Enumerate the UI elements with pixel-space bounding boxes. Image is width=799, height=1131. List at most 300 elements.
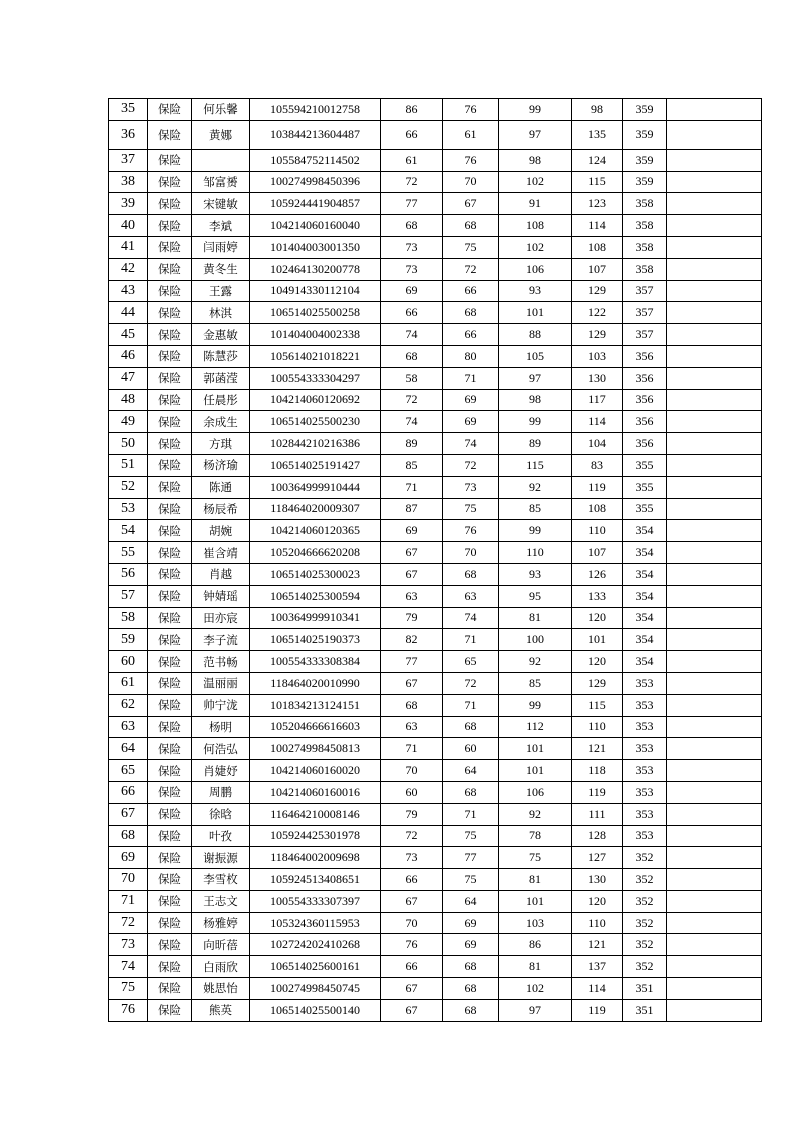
total-score-cell: 354 [623,629,667,651]
score-1-cell: 68 [381,345,443,367]
score-1-cell: 61 [381,149,443,171]
remark-cell [667,563,762,585]
total-score-cell: 356 [623,411,667,433]
score-4-cell: 107 [572,542,623,564]
exam-id-cell: 104214060120692 [250,389,381,411]
score-4-cell: 119 [572,781,623,803]
score-1-cell: 79 [381,803,443,825]
score-2-cell: 69 [443,934,499,956]
score-4-cell: 111 [572,803,623,825]
score-1-cell: 73 [381,236,443,258]
table-row [109,694,762,716]
score-3-cell: 92 [499,476,572,498]
score-4-cell: 128 [572,825,623,847]
score-3-cell: 92 [499,651,572,673]
score-3-cell: 100 [499,629,572,651]
major-cell: 保险 [148,563,192,585]
score-3-cell: 97 [499,999,572,1021]
score-4-cell: 127 [572,847,623,869]
exam-id-cell: 100274998450745 [250,978,381,1000]
score-3-cell: 115 [499,454,572,476]
remark-cell [667,738,762,760]
major-cell: 保险 [148,847,192,869]
score-3-cell: 93 [499,280,572,302]
major-cell: 保险 [148,542,192,564]
row-number-cell: 69 [109,847,148,869]
row-number-cell: 35 [109,99,148,121]
score-1-cell: 70 [381,912,443,934]
exam-id-cell: 104214060160020 [250,760,381,782]
total-score-cell: 352 [623,912,667,934]
score-4-cell: 119 [572,999,623,1021]
total-score-cell: 357 [623,280,667,302]
name-cell: 杨济瑜 [192,454,250,476]
row-number-cell: 65 [109,760,148,782]
row-number-cell: 70 [109,869,148,891]
table-row [109,651,762,673]
exam-id-cell: 102724202410268 [250,934,381,956]
total-score-cell: 353 [623,716,667,738]
table-row [109,411,762,433]
score-4-cell: 135 [572,120,623,149]
table-row [109,890,762,912]
score-1-cell: 73 [381,847,443,869]
score-1-cell: 66 [381,956,443,978]
total-score-cell: 353 [623,760,667,782]
remark-cell [667,215,762,237]
row-number-cell: 53 [109,498,148,520]
score-2-cell: 67 [443,193,499,215]
major-cell: 保险 [148,345,192,367]
score-4-cell: 101 [572,629,623,651]
remark-cell [667,258,762,280]
score-2-cell: 71 [443,367,499,389]
table-row [109,302,762,324]
row-number-cell: 51 [109,454,148,476]
name-cell: 陈慧莎 [192,345,250,367]
exam-id-cell: 105584752114502 [250,149,381,171]
total-score-cell: 359 [623,120,667,149]
exam-id-cell: 100554333307397 [250,890,381,912]
remark-cell [667,694,762,716]
score-3-cell: 98 [499,389,572,411]
score-4-cell: 83 [572,454,623,476]
score-3-cell: 105 [499,345,572,367]
score-2-cell: 65 [443,651,499,673]
exam-id-cell: 101404004002338 [250,324,381,346]
score-3-cell: 110 [499,542,572,564]
score-2-cell: 68 [443,978,499,1000]
exam-id-cell: 105594210012758 [250,99,381,121]
total-score-cell: 351 [623,999,667,1021]
remark-cell [667,847,762,869]
score-4-cell: 130 [572,367,623,389]
total-score-cell: 354 [623,563,667,585]
name-cell: 郭菡滢 [192,367,250,389]
score-1-cell: 85 [381,454,443,476]
major-cell: 保险 [148,236,192,258]
row-number-cell: 40 [109,215,148,237]
remark-cell [667,324,762,346]
score-2-cell: 77 [443,847,499,869]
score-2-cell: 60 [443,738,499,760]
score-3-cell: 95 [499,585,572,607]
row-number-cell: 72 [109,912,148,934]
score-4-cell: 129 [572,672,623,694]
name-cell: 徐晗 [192,803,250,825]
table-row [109,912,762,934]
total-score-cell: 357 [623,324,667,346]
total-score-cell: 352 [623,869,667,891]
exam-id-cell: 100274998450396 [250,171,381,193]
table-row [109,171,762,193]
score-1-cell: 72 [381,825,443,847]
major-cell: 保险 [148,781,192,803]
score-3-cell: 106 [499,258,572,280]
score-1-cell: 63 [381,585,443,607]
row-number-cell: 44 [109,302,148,324]
table-row [109,236,762,258]
exam-id-cell: 101404003001350 [250,236,381,258]
name-cell: 肖越 [192,563,250,585]
row-number-cell: 48 [109,389,148,411]
score-4-cell: 129 [572,324,623,346]
score-4-cell: 126 [572,563,623,585]
remark-cell [667,171,762,193]
row-number-cell: 46 [109,345,148,367]
score-4-cell: 121 [572,738,623,760]
major-cell: 保险 [148,498,192,520]
name-cell: 杨雅婷 [192,912,250,934]
remark-cell [667,236,762,258]
total-score-cell: 354 [623,542,667,564]
row-number-cell: 37 [109,149,148,171]
name-cell: 温丽丽 [192,672,250,694]
table-row [109,476,762,498]
score-4-cell: 115 [572,694,623,716]
total-score-cell: 353 [623,672,667,694]
score-2-cell: 72 [443,672,499,694]
remark-cell [667,149,762,171]
row-number-cell: 64 [109,738,148,760]
name-cell: 何乐馨 [192,99,250,121]
row-number-cell: 67 [109,803,148,825]
score-1-cell: 67 [381,999,443,1021]
row-number-cell: 59 [109,629,148,651]
table-row [109,563,762,585]
total-score-cell: 358 [623,258,667,280]
name-cell: 黄娜 [192,120,250,149]
row-number-cell: 73 [109,934,148,956]
name-cell: 王志文 [192,890,250,912]
remark-cell [667,781,762,803]
score-1-cell: 70 [381,760,443,782]
score-2-cell: 69 [443,912,499,934]
score-1-cell: 67 [381,542,443,564]
name-cell: 熊英 [192,999,250,1021]
score-1-cell: 87 [381,498,443,520]
total-score-cell: 353 [623,825,667,847]
exam-id-cell: 118464020010990 [250,672,381,694]
score-2-cell: 76 [443,520,499,542]
score-2-cell: 71 [443,694,499,716]
name-cell: 黄冬生 [192,258,250,280]
score-1-cell: 76 [381,934,443,956]
exam-id-cell: 106514025600161 [250,956,381,978]
score-3-cell: 91 [499,193,572,215]
score-1-cell: 66 [381,302,443,324]
score-3-cell: 85 [499,498,572,520]
score-1-cell: 68 [381,694,443,716]
score-2-cell: 66 [443,324,499,346]
exam-id-cell: 106514025300594 [250,585,381,607]
total-score-cell: 358 [623,236,667,258]
score-4-cell: 114 [572,978,623,1000]
score-3-cell: 86 [499,934,572,956]
score-4-cell: 122 [572,302,623,324]
exam-id-cell: 104914330112104 [250,280,381,302]
score-1-cell: 69 [381,520,443,542]
exam-id-cell: 100364999910444 [250,476,381,498]
name-cell: 杨明 [192,716,250,738]
score-2-cell: 76 [443,99,499,121]
remark-cell [667,302,762,324]
remark-cell [667,280,762,302]
score-1-cell: 67 [381,978,443,1000]
row-number-cell: 74 [109,956,148,978]
name-cell: 周鹏 [192,781,250,803]
major-cell: 保险 [148,825,192,847]
score-1-cell: 82 [381,629,443,651]
remark-cell [667,120,762,149]
score-2-cell: 76 [443,149,499,171]
exam-id-cell: 101834213124151 [250,694,381,716]
remark-cell [667,912,762,934]
remark-cell [667,978,762,1000]
row-number-cell: 43 [109,280,148,302]
score-4-cell: 129 [572,280,623,302]
exam-id-cell: 105924425301978 [250,825,381,847]
name-cell: 邹富赟 [192,171,250,193]
table-row [109,672,762,694]
score-2-cell: 64 [443,760,499,782]
major-cell: 保险 [148,302,192,324]
table-row [109,389,762,411]
table-body [109,99,762,1022]
score-3-cell: 101 [499,302,572,324]
exam-id-cell: 100364999910341 [250,607,381,629]
exam-id-cell: 106514025500140 [250,999,381,1021]
name-cell: 闫雨婷 [192,236,250,258]
table-row [109,542,762,564]
remark-cell [667,520,762,542]
score-2-cell: 75 [443,869,499,891]
major-cell: 保险 [148,215,192,237]
row-number-cell: 41 [109,236,148,258]
table-row [109,847,762,869]
score-1-cell: 77 [381,193,443,215]
table-row [109,738,762,760]
score-4-cell: 117 [572,389,623,411]
score-3-cell: 85 [499,672,572,694]
score-3-cell: 102 [499,236,572,258]
total-score-cell: 352 [623,890,667,912]
major-cell: 保险 [148,520,192,542]
exam-id-cell: 105924513408651 [250,869,381,891]
total-score-cell: 355 [623,498,667,520]
major-cell: 保险 [148,280,192,302]
table-row [109,120,762,149]
row-number-cell: 60 [109,651,148,673]
score-3-cell: 97 [499,120,572,149]
score-3-cell: 81 [499,607,572,629]
row-number-cell: 50 [109,433,148,455]
score-table [108,98,762,1022]
score-4-cell: 120 [572,890,623,912]
remark-cell [667,389,762,411]
major-cell: 保险 [148,120,192,149]
remark-cell [667,716,762,738]
total-score-cell: 353 [623,803,667,825]
name-cell: 向昕蓓 [192,934,250,956]
score-2-cell: 69 [443,389,499,411]
row-number-cell: 36 [109,120,148,149]
major-cell: 保险 [148,803,192,825]
name-cell: 方琪 [192,433,250,455]
major-cell: 保险 [148,389,192,411]
score-2-cell: 68 [443,781,499,803]
remark-cell [667,476,762,498]
total-score-cell: 352 [623,847,667,869]
row-number-cell: 62 [109,694,148,716]
name-cell: 何浩弘 [192,738,250,760]
exam-id-cell: 104214060160040 [250,215,381,237]
exam-id-cell: 100554333308384 [250,651,381,673]
total-score-cell: 352 [623,934,667,956]
total-score-cell: 355 [623,454,667,476]
score-1-cell: 71 [381,738,443,760]
score-3-cell: 103 [499,912,572,934]
exam-id-cell: 105924441904857 [250,193,381,215]
score-2-cell: 75 [443,498,499,520]
score-2-cell: 75 [443,825,499,847]
score-3-cell: 99 [499,99,572,121]
score-4-cell: 133 [572,585,623,607]
table-row [109,607,762,629]
exam-id-cell: 100554333304297 [250,367,381,389]
score-2-cell: 69 [443,411,499,433]
score-2-cell: 72 [443,454,499,476]
score-2-cell: 61 [443,120,499,149]
score-3-cell: 99 [499,520,572,542]
major-cell: 保险 [148,367,192,389]
score-1-cell: 89 [381,433,443,455]
total-score-cell: 353 [623,694,667,716]
score-3-cell: 99 [499,411,572,433]
table-row [109,215,762,237]
table-row [109,258,762,280]
total-score-cell: 359 [623,99,667,121]
major-cell: 保险 [148,760,192,782]
score-2-cell: 66 [443,280,499,302]
score-1-cell: 63 [381,716,443,738]
major-cell: 保险 [148,99,192,121]
score-1-cell: 67 [381,563,443,585]
name-cell [192,149,250,171]
row-number-cell: 38 [109,171,148,193]
score-2-cell: 63 [443,585,499,607]
name-cell: 李斌 [192,215,250,237]
score-1-cell: 66 [381,120,443,149]
score-2-cell: 68 [443,302,499,324]
score-4-cell: 115 [572,171,623,193]
remark-cell [667,454,762,476]
name-cell: 杨辰希 [192,498,250,520]
total-score-cell: 354 [623,585,667,607]
total-score-cell: 354 [623,607,667,629]
total-score-cell: 357 [623,302,667,324]
score-1-cell: 69 [381,280,443,302]
score-3-cell: 102 [499,978,572,1000]
total-score-cell: 352 [623,956,667,978]
total-score-cell: 355 [623,476,667,498]
exam-id-cell: 105324360115953 [250,912,381,934]
major-cell: 保险 [148,890,192,912]
score-1-cell: 72 [381,389,443,411]
score-4-cell: 98 [572,99,623,121]
score-2-cell: 68 [443,563,499,585]
major-cell: 保险 [148,716,192,738]
total-score-cell: 354 [623,651,667,673]
major-cell: 保险 [148,672,192,694]
table-row [109,956,762,978]
major-cell: 保险 [148,694,192,716]
score-2-cell: 72 [443,258,499,280]
name-cell: 肖婕妤 [192,760,250,782]
table-row [109,99,762,121]
score-2-cell: 71 [443,803,499,825]
row-number-cell: 47 [109,367,148,389]
score-3-cell: 92 [499,803,572,825]
remark-cell [667,411,762,433]
row-number-cell: 54 [109,520,148,542]
remark-cell [667,956,762,978]
score-2-cell: 64 [443,890,499,912]
score-4-cell: 104 [572,433,623,455]
score-1-cell: 72 [381,171,443,193]
score-4-cell: 123 [572,193,623,215]
remark-cell [667,607,762,629]
exam-id-cell: 105614021018221 [250,345,381,367]
table-row [109,193,762,215]
score-4-cell: 137 [572,956,623,978]
name-cell: 帅宁泷 [192,694,250,716]
major-cell: 保险 [148,869,192,891]
score-2-cell: 75 [443,236,499,258]
major-cell: 保险 [148,258,192,280]
total-score-cell: 359 [623,149,667,171]
row-number-cell: 55 [109,542,148,564]
name-cell: 钟婧瑶 [192,585,250,607]
remark-cell [667,672,762,694]
table-row [109,585,762,607]
score-2-cell: 68 [443,215,499,237]
score-2-cell: 80 [443,345,499,367]
score-4-cell: 119 [572,476,623,498]
score-2-cell: 71 [443,629,499,651]
score-3-cell: 106 [499,781,572,803]
exam-id-cell: 102844210216386 [250,433,381,455]
